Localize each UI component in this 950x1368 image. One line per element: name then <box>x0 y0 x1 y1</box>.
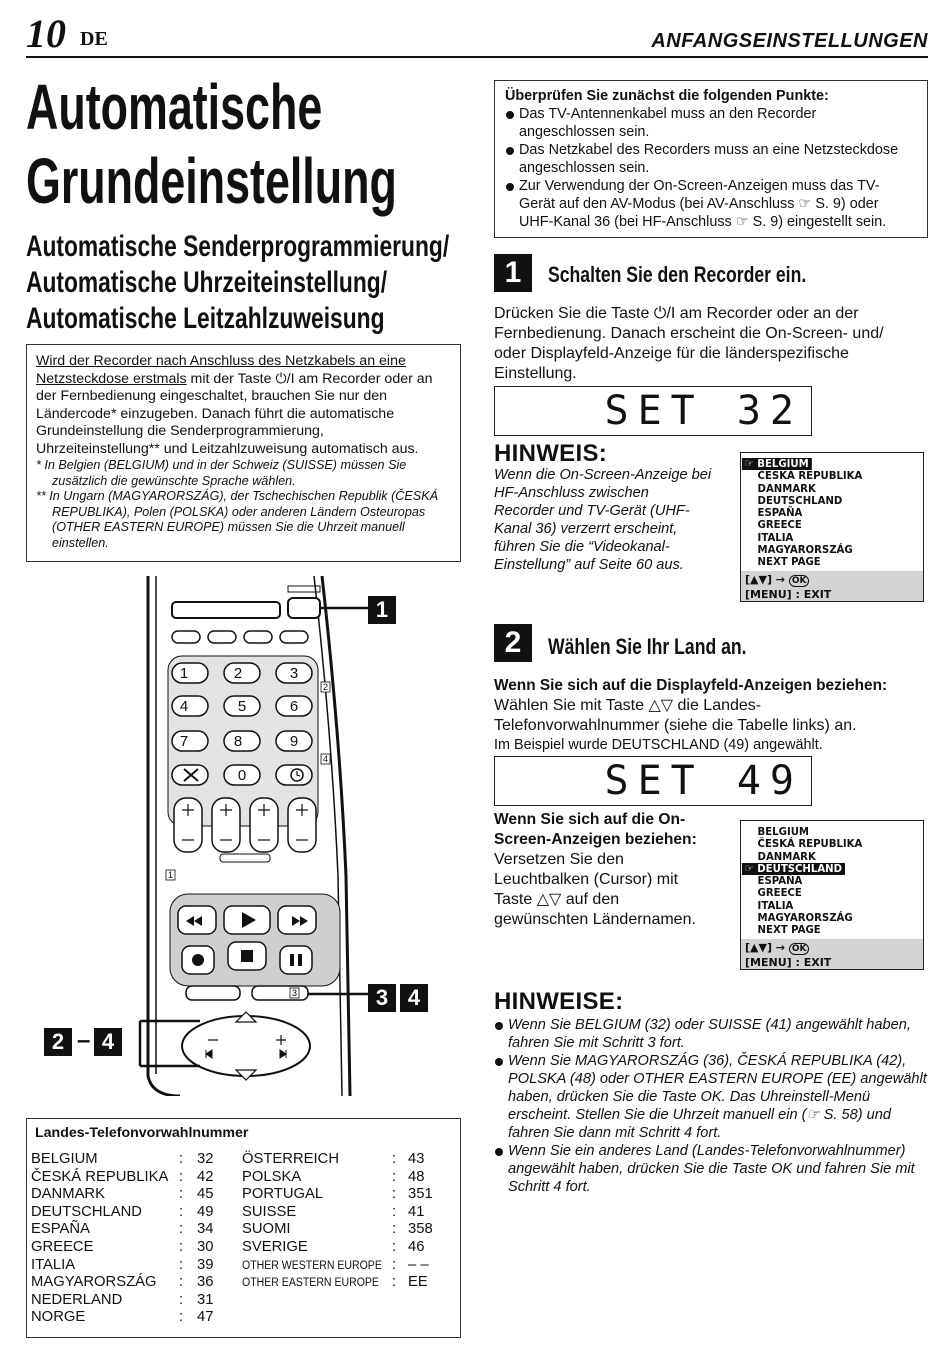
checklist-heading: Überprüfen Sie zunächst die folgenden Punkte: <box>505 88 829 104</box>
country-row <box>31 1186 241 1204</box>
hinweise-heading: HINWEISE: <box>494 988 624 1015</box>
country-colon: : <box>179 1309 184 1326</box>
country-row <box>31 1239 241 1257</box>
country-code: 46 <box>408 1239 425 1255</box>
remote-label-2: 2 <box>322 682 329 692</box>
country-row <box>31 1274 241 1292</box>
osd-menu-1 <box>740 452 924 602</box>
country-name: SUOMI <box>242 1221 291 1238</box>
osd-2-ok-icon: OK <box>789 943 810 955</box>
step-2-badge: 2 <box>494 624 532 662</box>
country-row <box>242 1239 452 1257</box>
country-colon: : <box>179 1221 184 1238</box>
country-colon: : <box>392 1256 397 1273</box>
country-table-left <box>31 1151 241 1329</box>
country-code: 31 <box>197 1291 214 1308</box>
country-code: 358 <box>408 1221 433 1238</box>
country-row <box>31 1292 241 1310</box>
country-code: 42 <box>197 1168 214 1185</box>
country-code: 45 <box>197 1186 214 1203</box>
country-colon: : <box>392 1186 397 1203</box>
country-name: ITALIA <box>31 1256 76 1273</box>
osd-item-label: DANMARK <box>757 481 816 495</box>
country-name: NORGE <box>31 1309 86 1326</box>
country-colon: : <box>179 1274 184 1291</box>
country-code: 32 <box>197 1151 214 1167</box>
country-row <box>31 1169 241 1187</box>
country-colon: : <box>179 1256 184 1273</box>
country-colon: : <box>392 1239 397 1255</box>
country-row <box>242 1257 452 1275</box>
country-colon: : <box>392 1203 397 1220</box>
checklist-item-3: Zur Verwendung der On-Screen-Anzeigen muss das TV- Gerät auf den AV-Modus (bei AV-Anschluss ☞ S. 9) oder UHF-Kanal 36 (bei HF-Anschluss ☞ S. 9) eingestellt sein. <box>505 177 917 231</box>
country-row <box>242 1274 452 1292</box>
intro-underlined-1: Wird der Recorder nach Anschluss des Netzkabels an eine <box>36 353 406 369</box>
intro-text-2: der Fernbedienung eingeschaltet, brauchen Sie nur den <box>36 388 387 404</box>
country-code: 41 <box>408 1203 425 1220</box>
country-row <box>242 1186 452 1204</box>
country-row <box>242 1169 452 1187</box>
pointing-hand-icon: ☞ <box>744 861 758 875</box>
country-colon: : <box>392 1168 397 1185</box>
country-row <box>31 1221 241 1239</box>
country-name: DANMARK <box>31 1186 105 1203</box>
remote-digit-0: 0 <box>237 767 247 784</box>
lcd-text-2: SET 49 <box>604 758 803 804</box>
country-name: OTHER WESTERN EUROPE <box>242 1257 382 1272</box>
osd-item-label: NEXT PAGE <box>757 923 821 937</box>
callout-range-dash: – <box>77 1027 91 1054</box>
country-name: POLSKA <box>242 1168 302 1185</box>
country-table-title: Landes-Telefonvorwahlnummer <box>35 1125 249 1141</box>
lcd-display-set49 <box>494 756 812 806</box>
country-code: – – <box>408 1256 429 1273</box>
osd-menu-2 <box>740 820 924 970</box>
osd-2-footer: [▲▼] → OK [MENU] : EXIT <box>741 939 923 969</box>
remote-digit-6: 6 <box>289 698 299 715</box>
country-row <box>242 1204 452 1222</box>
country-row <box>31 1151 241 1169</box>
country-code: 49 <box>197 1203 214 1220</box>
remote-digit-1: 1 <box>179 665 189 682</box>
country-table-right <box>242 1151 452 1311</box>
country-colon: : <box>179 1239 184 1255</box>
country-colon: : <box>392 1151 397 1167</box>
remote-label-3: 3 <box>291 988 298 998</box>
country-colon: : <box>179 1186 184 1203</box>
step-1-title: Schalten Sie den Recorder ein. <box>548 262 807 287</box>
step-1-body: Drücken Sie die Taste ⏻/I am Recorder oder an der Fernbedienung. Danach erscheint die On-Screen- und/ oder Displayfeld-Anzeige für die länderspezifische Einstellung. <box>494 305 884 382</box>
country-code: 30 <box>197 1239 214 1255</box>
country-name: ESPAÑA <box>31 1221 90 1238</box>
intro-text-1: mit der Taste ⏻/I am Recorder oder an <box>186 370 433 387</box>
osd-item-label: GREECE <box>757 518 802 532</box>
country-colon: : <box>179 1151 184 1167</box>
step-1-badge: 1 <box>494 254 532 292</box>
page-title-line2: Grundeinstellung <box>26 145 397 217</box>
country-code: 47 <box>197 1309 214 1326</box>
subtitle-line1: Automatische Senderprogrammierung/ <box>26 230 450 263</box>
callout-step-3: 3 <box>368 984 396 1012</box>
subtitle-line3: Automatische Leitzahlzuweisung <box>26 302 385 335</box>
osd-1-ok-icon: OK <box>789 575 810 587</box>
subtitle-line2: Automatische Uhrzeiteinstellung/ <box>26 266 388 299</box>
lcd-display-set32 <box>494 386 812 436</box>
country-name: BELGIUM <box>31 1151 98 1167</box>
country-code: 34 <box>197 1221 214 1238</box>
osd-item-label: ESPAÑA <box>757 506 803 520</box>
remote-digit-7: 7 <box>179 733 189 750</box>
country-colon: : <box>179 1168 184 1185</box>
remote-control-illustration <box>100 576 440 1096</box>
checklist-item-2: Das Netzkabel des Recorders muss an eine Netzsteckdose angeschlossen sein. <box>505 141 917 177</box>
country-code: 351 <box>408 1186 433 1203</box>
country-name: GREECE <box>31 1239 94 1255</box>
country-name: OTHER EASTERN EUROPE <box>242 1275 379 1290</box>
country-name: SUISSE <box>242 1203 297 1220</box>
remote-digit-5: 5 <box>237 698 247 715</box>
osd-item-label: BELGIUM <box>757 457 809 470</box>
osd-item-label: NEXT PAGE <box>757 555 821 569</box>
remote-digit-4: 4 <box>179 698 189 715</box>
country-row <box>31 1257 241 1275</box>
country-code: EE <box>408 1274 428 1291</box>
callout-step-4b: 4 <box>94 1028 122 1056</box>
country-name: ČESKÁ REPUBLIKA <box>31 1168 169 1185</box>
hinweise-item-3: Wenn Sie ein anderes Land (Landes-Telefonvorwahlnummer) angewählt haben, drücken Sie die Taste OK und fahren Sie mit Schritt 4 fort. <box>494 1142 928 1196</box>
osd-item <box>741 924 908 936</box>
osd-item-label: ESPAÑA <box>757 874 803 888</box>
hinweise-item-2: Wenn Sie MAGYARORSZÁG (36), ČESKÁ REPUBLIKA (42), POLSKA (48) oder OTHER EASTERN EUROPE (EE) angewählt haben, drücken Sie die Taste OK. Das Uhreinstell-Menü erscheint. Stellen Sie die Uhrzeit manuell ein (☞ S. 58) und fahren Sie dann mit Schritt 4 fort. <box>494 1052 928 1142</box>
osd-item-label: DEUTSCHLAND <box>757 861 843 875</box>
remote-digit-9: 9 <box>289 733 299 750</box>
country-colon: : <box>179 1203 184 1220</box>
remote-digit-3: 3 <box>289 665 299 682</box>
intro-box <box>26 344 461 562</box>
osd-item-label: ČESKÁ REPUBLIKA <box>757 837 863 851</box>
osd-item-label: GREECE <box>757 886 802 900</box>
osd-item-label: MAGYARORSZÁG <box>757 911 853 925</box>
country-code: 36 <box>197 1274 214 1291</box>
hinweis-text: Wenn die On-Screen-Anzeige bei HF-Anschluss zwischen Recorder und TV-Gerät (UHF- Kanal 36) verzerrt erscheint, führen Sie die “Videokanal- Einstellung” auf Seite 60 aus. <box>494 467 712 573</box>
osd-item <box>741 556 908 568</box>
callout-step-2: 2 <box>44 1028 72 1056</box>
callout-step-4: 4 <box>400 984 428 1012</box>
country-row <box>31 1309 241 1327</box>
hinweise-list <box>494 1016 928 1196</box>
country-code-table <box>26 1118 461 1338</box>
country-colon: : <box>392 1221 397 1238</box>
hinweis-heading: HINWEIS: <box>494 440 608 467</box>
intro-text-3: Ländercode* einzugeben. Danach führt die automatische <box>36 405 395 422</box>
hinweise-item-1: Wenn Sie BELGIUM (32) oder SUISSE (41) angewählt haben, fahren Sie mit Schritt 3 fort. <box>494 1016 928 1052</box>
pointing-hand-icon: ☞ <box>744 457 758 470</box>
country-code: 43 <box>408 1151 425 1167</box>
country-row <box>242 1221 452 1239</box>
country-row <box>31 1204 241 1222</box>
osd-item-label: ITALIA <box>757 898 794 912</box>
intro-footnote-1: * In Belgien (BELGIUM) und in der Schweiz (SUISSE) müssen Sie zusätzlich die gewünschte Sprache wählen. <box>36 458 407 488</box>
intro-text-5: Uhrzeiteinstellung** und Leitzahlzuweisung automatisch aus. <box>36 440 419 457</box>
osd-item-label: MAGYARORSZÁG <box>757 543 853 557</box>
intro-footnote-2: ** In Ungarn (MAGYARORSZÁG), der Tschechischen Republik (ČESKÁ REPUBLIKA), Polen (POLSKA) oder anderen Ländern Osteuropas (OTHER EASTERN EUROPE) müssen Sie die Uhrzeit manuell einstellen. <box>36 489 438 550</box>
country-colon: : <box>392 1274 397 1291</box>
section-title: ANFANGSEINSTELLUNGEN <box>651 30 928 52</box>
remote-label-4: 4 <box>322 754 329 764</box>
country-name: SVERIGE <box>242 1239 308 1255</box>
osd-item-label: ITALIA <box>757 530 794 544</box>
osd-item-label: DANMARK <box>757 849 816 863</box>
country-code: 48 <box>408 1168 425 1185</box>
osd-item-label: DEUTSCHLAND <box>757 493 843 507</box>
remote-digit-8: 8 <box>233 733 243 750</box>
country-name: DEUTSCHLAND <box>31 1203 142 1220</box>
page-title-line1: Automatische <box>26 71 323 143</box>
remote-label-1: 1 <box>167 870 174 880</box>
osd-item-label: BELGIUM <box>757 825 810 838</box>
osd-item-label: ČESKÁ REPUBLIKA <box>757 469 863 483</box>
osd-1-footer: [▲▼] → OK [MENU] : EXIT <box>741 571 923 601</box>
step-2-title: Wählen Sie Ihr Land an. <box>548 634 747 659</box>
country-code: 39 <box>197 1256 214 1273</box>
country-name: ÖSTERREICH <box>242 1151 340 1167</box>
step-2-osd-text: Wenn Sie sich auf die On- Screen-Anzeigen beziehen: Versetzen Sie den Leuchtbalken (Cursor) mit Taste △▽ auf den gewünschten Ländernamen. <box>494 811 697 928</box>
step-2-body: Wenn Sie sich auf die Displayfeld-Anzeigen beziehen: Wählen Sie mit Taste △▽ die Landes- Telefonvorwahlnummer (siehe die Tabelle links) an. Im Beispiel wurde DEUTSCHLAND (49) angewählt. <box>494 677 888 753</box>
country-name: NEDERLAND <box>31 1291 123 1308</box>
country-name: MAGYARORSZÁG <box>31 1274 157 1291</box>
callout-step-1: 1 <box>368 596 396 624</box>
country-colon: : <box>179 1291 184 1308</box>
header-rule <box>26 56 928 58</box>
lcd-text-1: SET 32 <box>604 388 803 434</box>
intro-underlined-2: Netzsteckdose erstmals <box>36 370 187 387</box>
page-number: 10 <box>26 11 66 56</box>
country-name: PORTUGAL <box>242 1186 324 1203</box>
checklist-box <box>494 80 928 238</box>
page-language: DE <box>80 28 108 50</box>
checklist-item-1: Das TV-Antennenkabel muss an den Recorder angeschlossen sein. <box>505 105 917 141</box>
country-row <box>242 1151 452 1169</box>
remote-digit-2: 2 <box>233 665 243 682</box>
intro-text-4: Grundeinstellung die Senderprogrammierung, <box>36 423 324 439</box>
